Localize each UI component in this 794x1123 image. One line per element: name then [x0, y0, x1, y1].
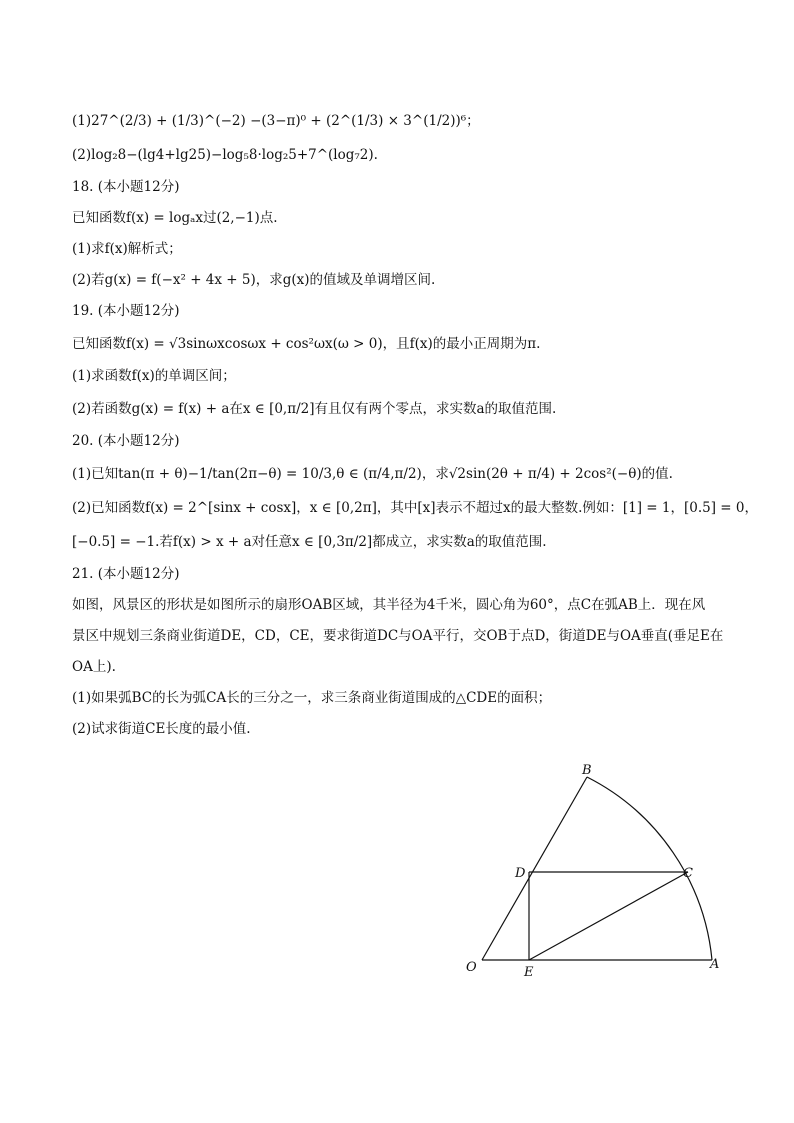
- q18-header: 18. (本小题12分): [72, 179, 180, 195]
- label-O: O: [466, 960, 477, 975]
- q17-part2: (2)log₂8−(lg4+lg25)−log₅8·log₂5+7^(log₇2).: [72, 147, 378, 163]
- q19-part2: (2)若函数g(x) = f(x) + a在x ∈ [0,π/2]有且仅有两个零点，求实数a的取值范围.: [72, 401, 557, 417]
- q21-stem-line1: 如图，风景区的形状是如图所示的扇形OAB区域，其半径为4千米，圆心角为60°，点C在弧AB上．现在风: [72, 597, 706, 613]
- label-C: C: [683, 866, 693, 881]
- q17-part1: (1)27^(2/3) + (1/3)^(−2) −(3−π)⁰ + (2^(1/3) × 3^(1/2))⁶；: [72, 113, 480, 129]
- segment-OB: [482, 777, 587, 960]
- q21-stem-line3: OA上).: [72, 659, 116, 675]
- q20-header: 20. (本小题12分): [72, 433, 180, 449]
- label-A: A: [710, 957, 720, 972]
- sector-diagram: [460, 760, 730, 985]
- q20-part2a: (2)已知函数f(x) = 2^[sinx + cosx]，x ∈ [0,2π]，其中[x]表示不超过x的最大整数.例如：[1] = 1，[0.5] = 0，: [72, 500, 758, 516]
- q19-header: 19. (本小题12分): [72, 303, 180, 319]
- q20-part1: (1)已知tan(π + θ)−1/tan(2π−θ) = 10/3,θ ∈ (π/4,π/2)，求√2sin(2θ + π/4) + 2cos²(−θ)的值.: [72, 466, 673, 482]
- q20-part2b: [−0.5] = −1.若f(x) > x + a对任意x ∈ [0,3π/2]都成立，求实数a的取值范围.: [72, 534, 547, 550]
- q21-header: 21. (本小题12分): [72, 566, 180, 582]
- label-E: E: [524, 965, 534, 980]
- label-B: B: [582, 763, 592, 778]
- q19-stem: 已知函数f(x) = √3sinωxcosωx + cos²ωx(ω > 0)，且f(x)的最小正周期为π.: [72, 336, 541, 352]
- q18-part2: (2)若g(x) = f(−x² + 4x + 5)，求g(x)的值域及单调增区间.: [72, 272, 436, 288]
- q21-part1: (1)如果弧BC的长为弧CA长的三分之一，求三条商业街道围成的△CDE的面积；: [72, 690, 552, 706]
- arc-AB: [587, 777, 712, 960]
- q19-part1: (1)求函数f(x)的单调区间；: [72, 368, 236, 384]
- exam-page: [72, 104, 758, 745]
- q21-stem-line2: 景区中规划三条商业街道DE，CD，CE，要求街道DC与OA平行，交OB于点D，街道DE与OA垂直(垂足E在: [72, 628, 724, 644]
- sector-figure: [460, 760, 730, 985]
- q18-part1: (1)求f(x)解析式；: [72, 241, 182, 257]
- segment-CE: [529, 872, 688, 960]
- q21-part2: (2)试求街道CE长度的最小值.: [72, 721, 251, 737]
- label-D: D: [515, 866, 526, 881]
- q18-stem: 已知函数f(x) = logₐx过(2,−1)点.: [72, 210, 278, 226]
